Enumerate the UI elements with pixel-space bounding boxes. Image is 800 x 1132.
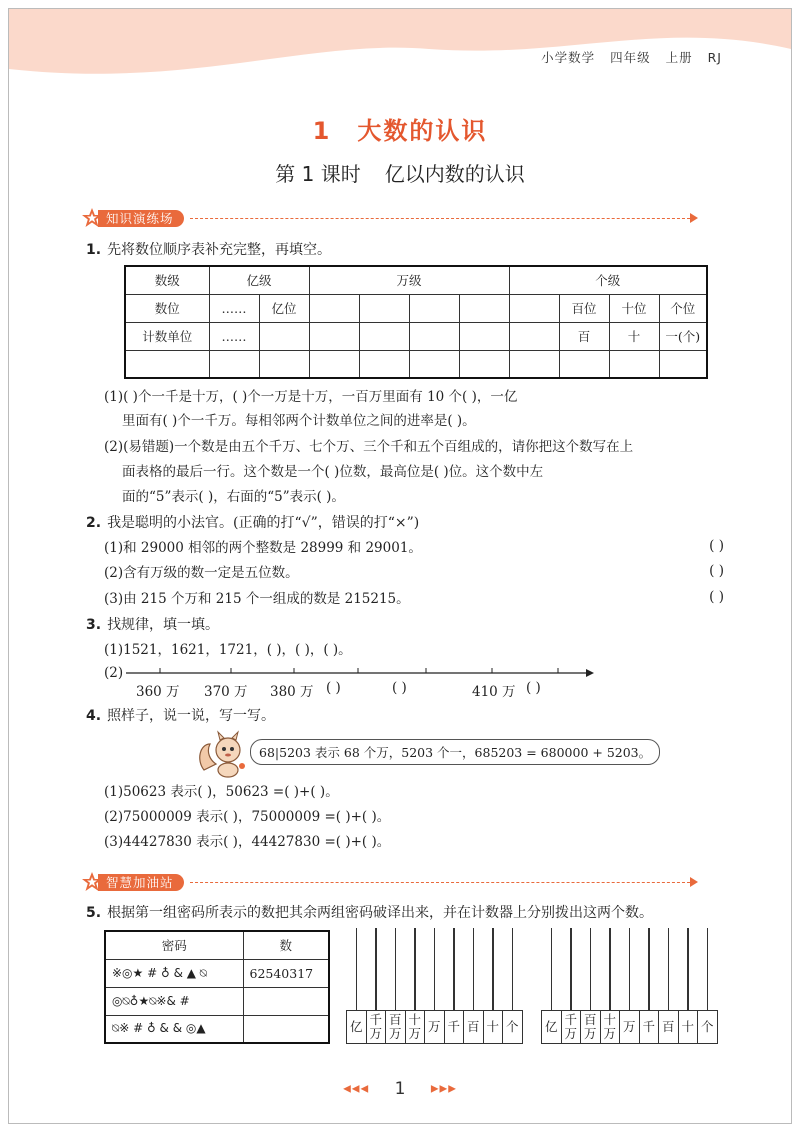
header-subject: 小学数学 bbox=[541, 50, 596, 65]
pv-blank-cell[interactable] bbox=[309, 322, 359, 350]
chapter-title-text: 大数的认识 bbox=[357, 117, 488, 145]
abacus-place-label: 十 bbox=[483, 1010, 504, 1044]
header-info bbox=[531, 48, 722, 66]
section-label-practice: 知识演练场 bbox=[98, 210, 184, 227]
pv-cell: 一(个) bbox=[659, 322, 707, 350]
question-number: 3. bbox=[86, 617, 102, 633]
pv-cell: 个位 bbox=[659, 294, 707, 322]
pv-cell: …… bbox=[209, 322, 259, 350]
tick-answer[interactable]: ( ) bbox=[326, 680, 341, 696]
pv-blank-cell[interactable] bbox=[409, 350, 459, 378]
abacus-rod[interactable] bbox=[629, 928, 630, 1010]
abacus-rod[interactable] bbox=[668, 928, 669, 1010]
q2-item-2: (2)含有万级的数一定是五位数。 bbox=[104, 565, 299, 581]
pv-cell: 亿位 bbox=[259, 294, 309, 322]
tick-answer[interactable]: ( ) bbox=[392, 680, 407, 696]
abacus-rod[interactable] bbox=[356, 928, 357, 1010]
abacus-place-label: 百 万 bbox=[580, 1010, 601, 1044]
pv-blank-cell[interactable] bbox=[309, 294, 359, 322]
q3-numberline-label: (2) bbox=[104, 665, 124, 681]
q1-sub1-line1: (1)( )个一千是十万，( )个一万是十万，一百万里面有 10 个( )，一亿 bbox=[104, 389, 518, 405]
q1-sub2-line3: 面的“5”表示( )，右面的“5”表示( )。 bbox=[122, 489, 345, 505]
abacus-place-label: 个 bbox=[697, 1010, 718, 1044]
pv-group-wan: 万级 bbox=[309, 266, 509, 294]
section-dash bbox=[190, 882, 690, 883]
question-number: 4. bbox=[86, 708, 102, 724]
q4-item-2: (2)75000009 表示( )，75000009 =( )+( )。 bbox=[104, 809, 391, 825]
question-text: 照样子，说一说，写一写。 bbox=[107, 708, 276, 724]
page-number: 1 bbox=[394, 1079, 406, 1099]
q4-item-1: (1)50623 表示( )，50623 =( )+( )。 bbox=[104, 784, 339, 800]
next-arrows-icon: ▶▶▶ bbox=[430, 1083, 457, 1095]
abacus-place-label: 万 bbox=[424, 1010, 445, 1044]
pv-blank-cell[interactable] bbox=[459, 322, 509, 350]
q4-item-3: (3)44427830 表示( )，44427830 =( )+( )。 bbox=[104, 834, 391, 850]
section-label-challenge: 智慧加油站 bbox=[98, 874, 184, 891]
pv-blank-cell[interactable] bbox=[359, 294, 409, 322]
tick-label: 370 万 bbox=[204, 684, 248, 700]
pv-blank-cell[interactable] bbox=[459, 294, 509, 322]
abacus-place-label: 个 bbox=[502, 1010, 523, 1044]
pv-header-label: 数级 bbox=[125, 266, 209, 294]
pv-unit-label: 计数单位 bbox=[125, 322, 209, 350]
pv-blank-cell[interactable] bbox=[609, 350, 659, 378]
q2-item-1: (1)和 29000 相邻的两个整数是 28999 和 29001。 bbox=[104, 540, 422, 556]
abacus-place-label: 十 万 bbox=[405, 1010, 426, 1044]
code-cell: ⍉※ # ♁ & & ◎▲ bbox=[105, 1015, 243, 1043]
number-header: 数 bbox=[243, 931, 329, 959]
tick-label: 380 万 bbox=[270, 684, 314, 700]
code-cell: ※◎★ # ♁ & ▲ ⍉ bbox=[105, 959, 243, 987]
q2-answer-2[interactable]: ( ) bbox=[709, 563, 724, 579]
pv-blank-cell[interactable] bbox=[559, 350, 609, 378]
q3-sequence: (1)1521，1621，1721，( )，( )，( )。 bbox=[104, 642, 352, 658]
header-edition: RJ bbox=[707, 50, 722, 65]
squirrel-mascot-icon bbox=[196, 730, 252, 778]
q2-answer-1[interactable]: ( ) bbox=[709, 538, 724, 554]
abacus-rod[interactable] bbox=[648, 928, 649, 1010]
section-banner-practice bbox=[80, 208, 698, 228]
lesson-title bbox=[0, 158, 800, 187]
prev-arrows-icon: ◀◀◀ bbox=[343, 1083, 370, 1095]
question-number: 1. bbox=[86, 242, 102, 258]
tick-label: 360 万 bbox=[136, 684, 180, 700]
code-header: 密码 bbox=[105, 931, 243, 959]
pv-blank-cell[interactable] bbox=[509, 322, 559, 350]
q1-sub2-line2: 面表格的最后一行。这个数是一个( )位数，最高位是( )位。这个数中左 bbox=[122, 464, 544, 480]
pv-place-label: 数位 bbox=[125, 294, 209, 322]
pv-blank-cell[interactable] bbox=[359, 322, 409, 350]
header-wave bbox=[9, 9, 791, 79]
header-volume: 上册 bbox=[665, 50, 693, 65]
pv-blank-cell[interactable] bbox=[125, 350, 209, 378]
question-3 bbox=[86, 615, 219, 635]
abacus-rod[interactable] bbox=[473, 928, 474, 1010]
tick-answer[interactable]: ( ) bbox=[526, 680, 541, 696]
q1-sub1-line2: 里面有( )个一千万。每相邻两个计数单位之间的进率是( )。 bbox=[122, 413, 476, 429]
pv-blank-cell[interactable] bbox=[359, 350, 409, 378]
lesson-label: 第 1 课时 bbox=[275, 162, 361, 186]
question-2 bbox=[86, 513, 419, 533]
pv-cell: 十位 bbox=[609, 294, 659, 322]
abacus-rod[interactable] bbox=[707, 928, 708, 1010]
pv-blank-cell[interactable] bbox=[509, 294, 559, 322]
page-footer bbox=[0, 1079, 800, 1099]
pv-blank-cell[interactable] bbox=[659, 350, 707, 378]
pv-group-yi: 亿级 bbox=[209, 266, 309, 294]
pv-cell: 百 bbox=[559, 322, 609, 350]
pv-cell: 十 bbox=[609, 322, 659, 350]
section-dash bbox=[190, 218, 690, 219]
abacus-rod[interactable] bbox=[375, 928, 376, 1010]
question-number: 2. bbox=[86, 515, 102, 531]
abacus-place-label: 百 bbox=[463, 1010, 484, 1044]
question-text: 先将数位顺序表补充完整，再填空。 bbox=[107, 242, 332, 258]
abacus-rod[interactable] bbox=[609, 928, 610, 1010]
pv-blank-cell[interactable] bbox=[409, 294, 459, 322]
abacus-place-label: 百 bbox=[658, 1010, 679, 1044]
question-text: 找规律，填一填。 bbox=[107, 617, 220, 633]
pv-cell: …… bbox=[209, 294, 259, 322]
question-text: 我是聪明的小法官。(正确的打“√”，错误的打“×”) bbox=[107, 515, 420, 531]
pv-blank-cell[interactable] bbox=[309, 350, 359, 378]
question-1 bbox=[86, 240, 331, 260]
abacus-rod[interactable] bbox=[590, 928, 591, 1010]
number-cell: 62540317 bbox=[243, 959, 329, 987]
pv-blank-cell[interactable] bbox=[209, 350, 259, 378]
section-arrow-icon bbox=[690, 213, 698, 223]
place-value-table bbox=[124, 265, 708, 379]
abacus-place-label: 千 bbox=[639, 1010, 660, 1044]
pv-group-ge: 个级 bbox=[509, 266, 707, 294]
number-answer-cell[interactable] bbox=[243, 1015, 329, 1043]
section-arrow-icon bbox=[690, 877, 698, 887]
section-banner-challenge bbox=[80, 872, 698, 892]
abacus-rod[interactable] bbox=[434, 928, 435, 1010]
chapter-title bbox=[0, 111, 800, 146]
question-number: 5. bbox=[86, 905, 102, 921]
q1-sub2-line1: (2)(易错题)一个数是由五个千万、七个万、三个千和五个百组成的，请你把这个数写在上 bbox=[104, 439, 634, 455]
q2-item-3: (3)由 215 个万和 215 个一组成的数是 215215。 bbox=[104, 591, 410, 607]
pv-blank-cell[interactable] bbox=[509, 350, 559, 378]
header-grade: 四年级 bbox=[610, 50, 651, 65]
pv-blank-cell[interactable] bbox=[459, 350, 509, 378]
abacus-place-label: 千 万 bbox=[561, 1010, 582, 1044]
abacus-rod[interactable] bbox=[492, 928, 493, 1010]
chapter-number: 1 bbox=[312, 117, 332, 145]
abacus-rod[interactable] bbox=[395, 928, 396, 1010]
abacus-place-label: 千 万 bbox=[366, 1010, 387, 1044]
number-answer-cell[interactable] bbox=[243, 987, 329, 1015]
pv-blank-cell[interactable] bbox=[259, 322, 309, 350]
abacus-rod[interactable] bbox=[570, 928, 571, 1010]
tick-label: 410 万 bbox=[472, 684, 516, 700]
abacus-place-label: 十 bbox=[678, 1010, 699, 1044]
lesson-title-text: 亿以内数的认识 bbox=[384, 162, 525, 186]
abacus-place-label: 千 bbox=[444, 1010, 465, 1044]
question-text: 根据第一组密码所表示的数把其余两组密码破译出来，并在计数器上分别拨出这两个数。 bbox=[107, 905, 654, 921]
abacus-rod[interactable] bbox=[453, 928, 454, 1010]
q2-answer-3[interactable]: ( ) bbox=[709, 589, 724, 605]
abacus-place-label: 亿 bbox=[541, 1010, 562, 1044]
pv-cell: 百位 bbox=[559, 294, 609, 322]
question-5 bbox=[86, 903, 653, 923]
abacus-place-label: 十 万 bbox=[600, 1010, 621, 1044]
abacus-rod[interactable] bbox=[512, 928, 513, 1010]
pv-blank-cell[interactable] bbox=[409, 322, 459, 350]
abacus-rod[interactable] bbox=[414, 928, 415, 1010]
abacus-rod[interactable] bbox=[551, 928, 552, 1010]
example-bubble: 68|5203 表示 68 个万，5203 个一，685203 = 680000 + 5203。 bbox=[250, 739, 660, 765]
abacus-place-label: 亿 bbox=[346, 1010, 367, 1044]
abacus-rod[interactable] bbox=[687, 928, 688, 1010]
abacus-place-label: 百 万 bbox=[385, 1010, 406, 1044]
abacus-place-label: 万 bbox=[619, 1010, 640, 1044]
question-4 bbox=[86, 706, 275, 726]
code-cell: ◎⍉♁★⍉※& # bbox=[105, 987, 243, 1015]
code-table bbox=[104, 930, 330, 1044]
pv-blank-cell[interactable] bbox=[259, 350, 309, 378]
